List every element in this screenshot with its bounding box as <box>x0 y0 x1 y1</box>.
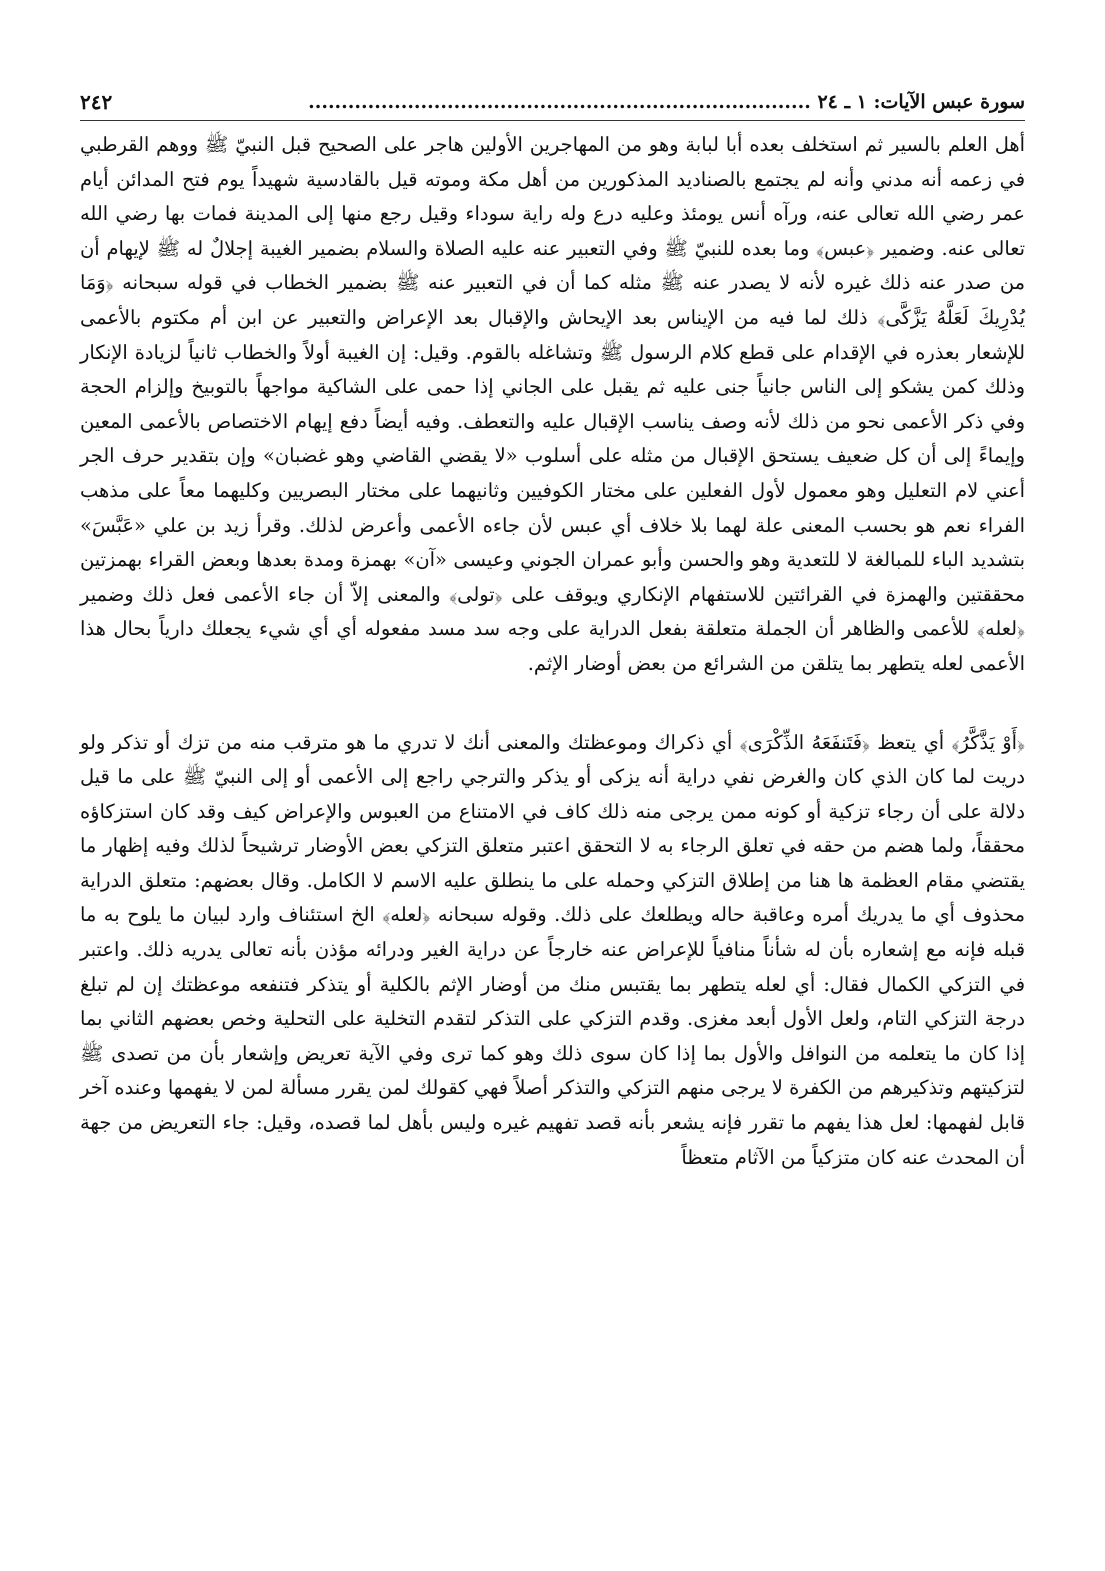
page-body <box>80 128 1025 1175</box>
header-leader-dots: ............................................................................ <box>308 91 811 113</box>
running-header <box>308 91 1025 113</box>
page-number: ٢٤٢ <box>80 90 113 114</box>
paragraph-2: ﴿أَوْ يَذَّكَّرُ﴾ أي يتعظ ﴿فَتَنفَعَهُ الذِّكْرَى﴾ أي ذكراك وموعظتك والمعنى أنك لا تدري ما هو مترقب منه من تزك أو تذكر ولو دريت لما كان الذي كان والغرض نفي دراية أنه يزكى أو يذكر والترجي راجع إلى الأعمى أو إلى النبيّ ﷺ على ما قيل دلالة على أن رجاء تزكية أو كونه ممن يرجى منه ذلك كاف في الامتناع من العبوس والإعراض كيف وقد كان استزكاؤه محققاً، ولما هضم من حقه في تعلق الرجاء به لا التحقق اعتبر متعلق التزكي بعض الأوضار ترشيحاً لذلك وفيه إظهار ما يقتضي مقام العظمة ها هنا من إطلاق التزكي وحمله على ما ينطلق عليه الاسم لا الكامل. وقال بعضهم: متعلق الدراية محذوف أي ما يدريك أمره وعاقبة حاله ويطلعك على ذلك. وقوله سبحانه ﴿لعله﴾ الخ استئناف وارد لبيان ما يلوح به ما قبله فإنه مع إشعاره بأن له شأناً منافياً للإعراض عنه خارجاً عن دراية الغير ودرائه مؤذن بأنه تعالى يدريه ذلك. واعتبر في التزكي الكمال فقال: أي لعله يتطهر بما يقتبس منك من أوضار الإثم بالكلية أو يتذكر فتنفعه موعظتك إن لم تبلغ درجة التزكي التام، ولعل الأول أبعد مغزى. وقدم التزكي على التذكر لتقدم التخلية على التحلية وخص بعضهم الثاني بما إذا كان ما يتعلمه من النوافل والأول بما إذا كان سوى ذلك وهو كما ترى وفي الآية تعريض وإشعار بأن من تصدى ﷺ لتزكيتهم وتذكيرهم من الكفرة لا يرجى منهم التزكي والتذكر أصلاً فهي كقولك لمن يقرر مسألة لمن لا يفهمها وعنده آخر قابل لفهمها: لعل هذا يفهم ما تقرر فإنه يشعر بأنه قصد تفهيم غيره وليس بأهل لما قصده، وقيل: جاء التعريض من جهة أن المحدث عنه كان متزكياً من الآثام متعظاً <box>80 730 1025 1169</box>
chapter-title: سورة عبس الآيات: ١ ـ ٢٤ <box>817 91 1025 113</box>
page-header <box>80 84 1025 121</box>
paragraph-1: أهل العلم بالسير ثم استخلف بعده أبا لبابة وهو من المهاجرين الأولين هاجر على الصحيح قبل النبيّ ﷺ ووهم القرطبي في زعمه أنه مدني وأنه لم يجتمع بالصناديد المذكورين من أهل مكة وموته قيل بالقادسية شهيداً يوم فتح المدائن أيام عمر رضي الله تعالى عنه، ورآه أنس يومئذ وعليه درع وله راية سوداء وقيل رجع منها إلى المدينة فمات بها رضي الله تعالى عنه. وضمير ﴿عبس﴾ وما بعده للنبيّ ﷺ وفي التعبير عنه عليه الصلاة والسلام بضمير الغيبة إجلالٌ له ﷺ لإيهام أن من صدر عنه ذلك غيره لأنه لا يصدر عنه ﷺ مثله كما أن في التعبير عنه ﷺ بضمير الخطاب في قوله سبحانه ﴿وَمَا يُدْرِيكَ لَعَلَّهُ يَزَّكَّى﴾ ذلك لما فيه من الإيناس بعد الإيحاش والإقبال بعد الإعراض والتعبير عن ابن أم مكتوم بالأعمى للإشعار بعذره في الإقدام على قطع كلام الرسول ﷺ وتشاغله بالقوم. وقيل: إن الغيبة أولاً والخطاب ثانياً لزيادة الإنكار وذلك كمن يشكو إلى الناس جانياً جنى عليه ثم يقبل على الجاني إذا حمى على الشاكية مواجهاً بالتوبيخ وإلزام الحجة وفي ذكر الأعمى نحو من ذلك لأنه وصف يناسب الإقبال عليه والتعطف. وفيه أيضاً دفع إيهام الاختصاص بالأعمى المعين وإيماءً إلى أن كل ضعيف يستحق الإقبال من مثله على أسلوب «لا يقضي القاضي وهو غضبان» وإن بتقدير حرف الجر أعني لام التعليل وهو معمول لأول الفعلين على مختار الكوفيين وثانيهما على مختار البصريين وكليهما معاً على مذهب الفراء نعم هو بحسب المعنى علة لهما بلا خلاف أي عبس لأن جاءه الأعمى وأعرض لذلك. وقرأ زيد بن علي «عَبَّسَ» بتشديد الباء للمبالغة لا للتعدية وهو والحسن وأبو عمران الجوني وعيسى «آن» بهمزة ومدة بعدها وبعض القراء بهمزتين محققتين والهمزة في القرائتين للاستفهام الإنكاري ويوقف على ﴿تولى﴾ والمعنى إلاّ أن جاء الأعمى فعل ذلك وضمير ﴿لعله﴾ للأعمى والظاهر أن الجملة متعلقة بفعل الدراية على وجه سد مسد مفعوله أي أي شيء يجعلك دارياً بحال هذا الأعمى لعله يتطهر بما يتلقن من الشرائع من بعض أوضار الإثم. <box>80 133 1025 675</box>
